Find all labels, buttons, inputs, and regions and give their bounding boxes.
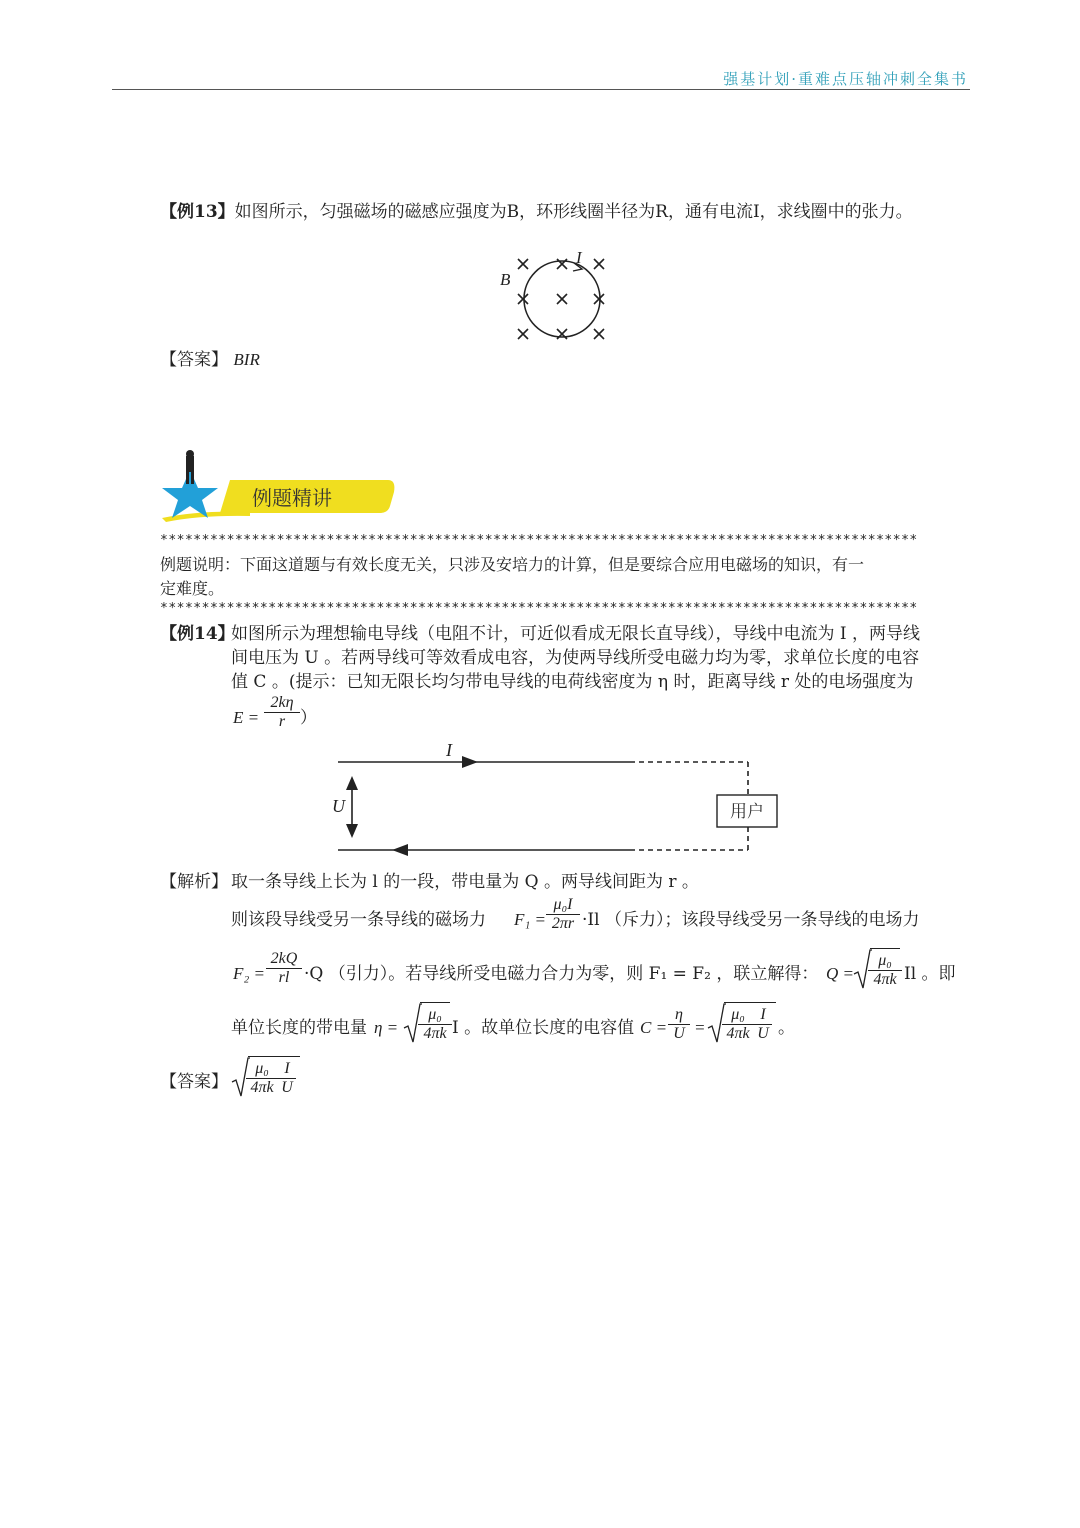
eta-numerator: μ₀ (418, 1006, 452, 1025)
note-line-2: 定难度。 (160, 579, 225, 598)
c-fraction-1 (668, 1006, 690, 1043)
arrow-up-icon (346, 776, 358, 790)
arrow-down-icon (346, 824, 358, 838)
note-line-1: 例题说明：下面这道题与有效长度无关，只涉及安培力的计算，但是要综合应用电磁场的知识，有一 (160, 555, 865, 574)
answer-14-fraction-2 (278, 1060, 296, 1097)
solution-line-2b: ·Il （斥力）；该段导线受另一条导线的电场力 (582, 910, 920, 930)
f2-fraction (266, 950, 302, 987)
solution-line-2a: 则该段导线受另一条导线的磁场力 (231, 910, 486, 930)
q-numerator: μ₀ (868, 952, 902, 971)
f2-denominator: rl (278, 969, 290, 986)
q-tail: Il 。即 (904, 964, 956, 984)
formula-e-denominator: r (278, 713, 286, 730)
example-13-label: 【例13】 (160, 202, 235, 222)
example-13-question (160, 200, 913, 224)
formula-e-lhs: E = (233, 708, 260, 727)
c-denominator-3: U (757, 1025, 769, 1042)
answer-14-denominator-2: U (281, 1079, 293, 1096)
divider-stars-bottom: ******************************************************************************************* (160, 601, 918, 616)
formula-e-close: ） (300, 708, 317, 728)
q-denominator: 4πk (873, 971, 897, 988)
example-13-answer (160, 348, 260, 372)
c-fraction-2 (722, 1006, 754, 1043)
f2-lhs: F₂ = (233, 964, 266, 983)
example-14-line-3: 值 C 。(提示：已知无限长均匀带电导线的电荷线密度为 η 时，距离导线 r 处的电场强度为 (231, 672, 914, 692)
q-fraction (868, 952, 902, 989)
figure-user-label: 用户 (730, 802, 764, 822)
solution-line-1: 取一条导线上长为 l 的一段，带电量为 Q 。两导线间距为 r 。 (231, 872, 699, 892)
answer-14-numerator-1: μ₀ (246, 1060, 278, 1079)
field-label-b: B (500, 270, 511, 289)
field-cross-marks (518, 259, 604, 339)
example-14-line-2: 间电压为 U 。若两导线可等效看成电容，为使两导线所受电磁力均为零，求单位长度的电容 (231, 648, 920, 668)
eta-lhs: η = (374, 1018, 399, 1037)
solution-label: 【解析】 (160, 872, 228, 892)
figure-voltage-label: U (332, 796, 345, 816)
c-eq: = (694, 1018, 706, 1037)
answer-14-denominator-1: 4πk (250, 1079, 274, 1096)
answer-14-numerator-2: I (278, 1060, 296, 1079)
star-icon (162, 470, 218, 518)
solution-line-3a: ·Q （引力）。若导线所受电磁力合力为零，则 F₁ = F₂ ，联立解得： (304, 964, 819, 984)
example-14-line-1: 如图所示为理想输电导线（电阻不计，可近似看成无限长直导线），导线中电流为 I ，两导线 (231, 624, 921, 644)
c-numerator-2: μ₀ (722, 1006, 754, 1025)
c-denominator-1: U (673, 1025, 685, 1042)
c-lhs: C = (640, 1018, 668, 1037)
f1-numerator: μ₀I (546, 896, 580, 915)
f1-fraction (546, 896, 580, 933)
solution-line-4a: 单位长度的带电量 (231, 1018, 367, 1038)
header-divider (112, 89, 970, 90)
transmission-line-figure (320, 740, 764, 860)
f1-denominator: 2πr (551, 915, 575, 932)
arrow-left-icon (392, 844, 408, 856)
f2-numerator: 2kQ (266, 950, 302, 969)
eta-denominator: 4πk (423, 1025, 447, 1042)
example-13-figure (490, 245, 620, 350)
c-numerator-1: η (668, 1006, 690, 1025)
c-fraction-3 (754, 1006, 772, 1043)
sqrt-bar (870, 948, 900, 949)
c-denominator-2: 4πk (726, 1025, 750, 1042)
figure-current-label: I (446, 740, 452, 760)
running-header: 强基计划·重难点压轴冲刺全集书 (723, 70, 968, 88)
sqrt-bar (248, 1056, 300, 1057)
f1-lhs: F₁ = (514, 910, 547, 929)
formula-e-fraction (264, 694, 300, 731)
example-13-text: 如图所示，匀强磁场的磁感应强度为B，环形线圈半径为R，通有电流I，求线圈中的张力。 (234, 202, 913, 222)
answer-14-fraction-1 (246, 1060, 278, 1097)
eta-tail: I 。故单位长度的电容值 (452, 1018, 635, 1038)
example-14-label: 【例14】 (160, 624, 235, 644)
q-lhs: Q = (826, 964, 854, 983)
banner-title: 例题精讲 (252, 486, 332, 510)
formula-e-numerator: 2kη (264, 694, 300, 713)
arrow-right-icon (462, 756, 478, 768)
c-end: 。 (778, 1018, 795, 1038)
sqrt-bar (420, 1002, 450, 1003)
divider-stars-top: ******************************************************************************************* (160, 533, 918, 548)
answer-value: BIR (233, 350, 260, 369)
person-silhouette-icon (186, 456, 194, 472)
sqrt-bar (724, 1002, 776, 1003)
eta-fraction (418, 1006, 452, 1043)
current-label-i: I (576, 248, 582, 267)
c-numerator-3: I (754, 1006, 772, 1025)
answer-label: 【答案】 (160, 350, 228, 370)
answer-14-label: 【答案】 (160, 1072, 228, 1092)
